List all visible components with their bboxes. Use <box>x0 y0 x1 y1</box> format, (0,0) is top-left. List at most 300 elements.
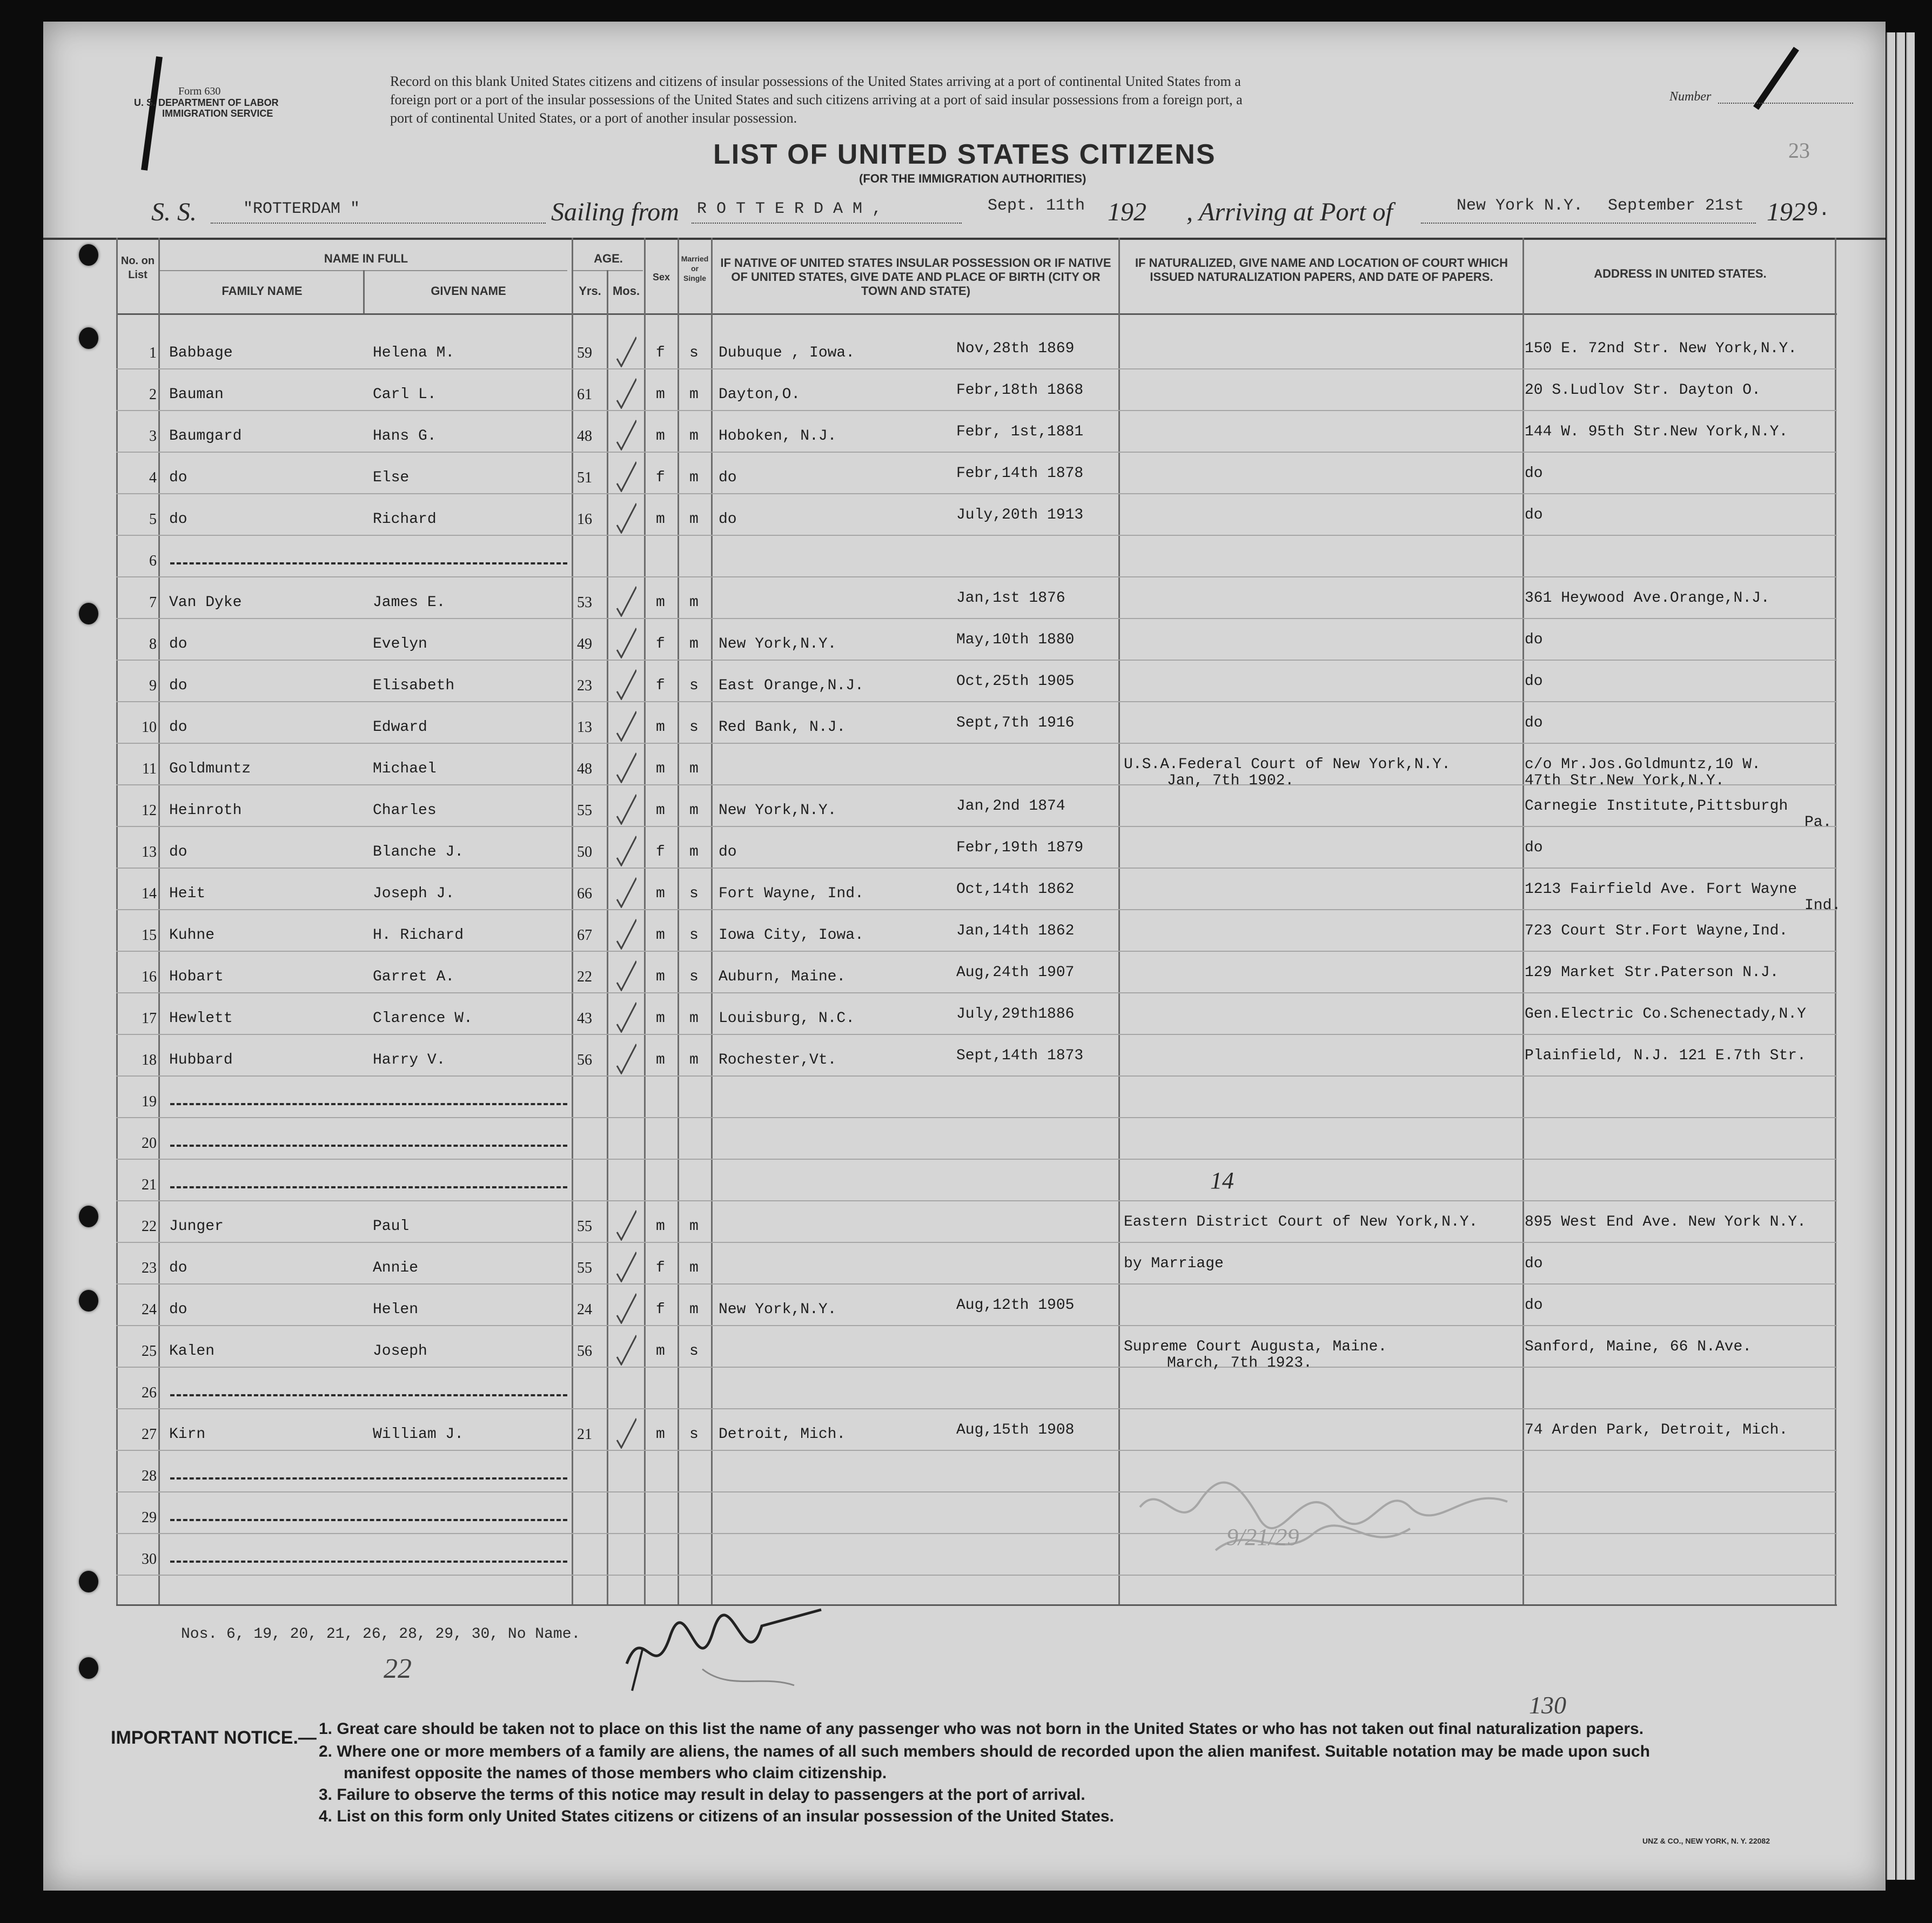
cell-place: do <box>719 844 737 860</box>
port-underline <box>692 223 962 225</box>
blank-row-dashes <box>170 562 567 564</box>
instruction-line: Record on this blank United States citizens and citizens of insular possessions of the United States arriving at a port of continental United States from a <box>390 73 1241 89</box>
cell-address: 895 West End Ave. New York N.Y. <box>1525 1214 1806 1231</box>
cell-date: July,29th1886 <box>956 1006 1075 1023</box>
tally-check-mark <box>615 792 636 825</box>
cell-age: 48 <box>577 428 592 445</box>
cell-no: 6 <box>149 553 157 569</box>
row-rule <box>116 368 1837 369</box>
cell-address2: Ind. <box>1804 897 1841 914</box>
instruction-line: foreign port or a port of the insular possessions of the United States and such citizens arriving at a port of said insular possessions from a foreign port, a <box>390 92 1243 107</box>
cell-ms: s <box>689 677 699 694</box>
cell-family: Babbage <box>169 345 233 361</box>
tally-check-mark <box>615 834 636 866</box>
cell-address: 723 Court Str.Fort Wayne,Ind. <box>1525 923 1788 939</box>
cell-no: 8 <box>149 636 157 653</box>
cell-age: 49 <box>577 636 592 653</box>
cell-given: Joseph <box>373 1343 427 1360</box>
cell-given: Carl L. <box>373 386 437 403</box>
arriving-label: , Arriving at Port of <box>1186 198 1393 226</box>
stamp-signature <box>1129 1469 1540 1566</box>
cell-address: 361 Heywood Ave.Orange,N.J. <box>1525 590 1770 607</box>
cell-given: Evelyn <box>373 636 427 653</box>
cell-court2: March, 7th 1923. <box>1167 1355 1312 1371</box>
cell-given: Michael <box>373 761 437 777</box>
row-rule <box>116 1242 1837 1243</box>
cell-court: by Marriage <box>1124 1255 1224 1272</box>
row-rule <box>116 1117 1837 1118</box>
row-rule <box>116 535 1837 536</box>
cell-given: Edward <box>373 719 427 736</box>
cell-address: do <box>1525 839 1543 856</box>
row-rule <box>116 1450 1837 1451</box>
punch-hole <box>79 1571 98 1592</box>
tally-check-mark <box>615 584 636 617</box>
cell-no: 14 <box>142 885 157 902</box>
cell-given: Clarence W. <box>373 1010 473 1027</box>
cell-ms: m <box>689 1301 699 1318</box>
cell-place: New York,N.Y. <box>719 1301 837 1318</box>
tally-check-mark <box>615 626 636 658</box>
cell-no: 21 <box>142 1176 157 1193</box>
cell-age: 59 <box>577 345 592 361</box>
cell-age: 55 <box>577 1218 592 1235</box>
notice-item-2-cont: manifest opposite the names of those members who claim citizenship. <box>344 1764 887 1782</box>
cell-address: 150 E. 72nd Str. New York,N.Y. <box>1525 340 1797 357</box>
form-number: Form 630 <box>178 85 221 97</box>
header-age: AGE. <box>594 252 623 265</box>
cell-family: Kalen <box>169 1343 215 1360</box>
cell-address: 144 W. 95th Str.New York,N.Y. <box>1525 423 1788 440</box>
cell-date: Febr,18th 1868 <box>956 382 1084 399</box>
cell-no: 28 <box>142 1468 157 1484</box>
cell-sex: m <box>656 969 665 985</box>
cell-place: do <box>719 511 737 528</box>
cell-address: do <box>1525 1297 1543 1314</box>
table-bottom-border <box>116 1604 1837 1606</box>
page-edge <box>1887 32 1895 1880</box>
cell-ms: s <box>689 719 699 736</box>
sailing-port: R O T T E R D A M , <box>697 200 882 218</box>
cell-ms: s <box>689 345 699 361</box>
footer-nos-note: Nos. 6, 19, 20, 21, 26, 28, 29, 30, No Name. <box>181 1626 581 1643</box>
cell-age: 43 <box>577 1010 592 1027</box>
row-rule <box>116 1491 1837 1492</box>
cell-ms: s <box>689 969 699 985</box>
cell-age: 67 <box>577 927 592 944</box>
cell-no: 12 <box>142 802 157 819</box>
cell-ms: s <box>689 1343 699 1360</box>
cell-ms: m <box>689 594 699 611</box>
tally-check-mark <box>615 1333 636 1366</box>
row-rule <box>116 1575 1837 1576</box>
cell-family: Hubbard <box>169 1052 233 1068</box>
sailing-label: Sailing from <box>551 198 679 226</box>
arrival-date: September 21st <box>1608 197 1745 215</box>
cell-place: East Orange,N.J. <box>719 677 864 694</box>
cell-sex: m <box>656 428 665 445</box>
cell-age: 56 <box>577 1343 592 1360</box>
row-rule <box>116 1075 1837 1077</box>
cell-family: do <box>169 677 187 694</box>
sailing-year: 192 <box>1108 198 1146 226</box>
page-title: LIST OF UNITED STATES CITIZENS <box>713 139 1216 170</box>
ss-label: S. S. <box>151 198 197 226</box>
cell-age: 66 <box>577 885 592 902</box>
cell-court2: Jan, 7th 1902. <box>1167 772 1294 789</box>
row-rule <box>116 576 1837 577</box>
cell-address: c/o Mr.Jos.Goldmuntz,10 W. <box>1525 756 1761 773</box>
cell-given: Charles <box>373 802 437 819</box>
tally-check-mark <box>615 1000 636 1033</box>
page-subtitle: (FOR THE IMMIGRATION AUTHORITIES) <box>859 172 1086 185</box>
cell-sex: m <box>656 511 665 528</box>
cell-no: 10 <box>142 719 157 736</box>
header-family-name: FAMILY NAME <box>222 284 303 298</box>
row-rule <box>116 1367 1837 1368</box>
cell-sex: m <box>656 1010 665 1027</box>
cell-address: Carnegie Institute,Pittsburgh <box>1525 798 1788 815</box>
manifest-sheet <box>43 22 1886 1891</box>
cell-date: Aug,12th 1905 <box>956 1297 1075 1314</box>
cell-place: Fort Wayne, Ind. <box>719 885 864 902</box>
cell-no: 16 <box>142 969 157 985</box>
cell-family: Van Dyke <box>169 594 242 611</box>
cell-place: New York,N.Y. <box>719 802 837 819</box>
cell-given: James E. <box>373 594 446 611</box>
arrival-year-suffix: 9. <box>1807 199 1830 221</box>
cell-no: 7 <box>149 594 157 611</box>
cell-age: 51 <box>577 469 592 486</box>
tally-check-mark <box>615 751 636 783</box>
cell-age: 56 <box>577 1052 592 1068</box>
cell-sex: f <box>656 1260 665 1276</box>
col-border <box>158 238 160 1604</box>
row-rule <box>116 493 1837 494</box>
row-rule <box>116 909 1837 910</box>
tally-check-mark <box>615 460 636 492</box>
cell-address: do <box>1525 715 1543 731</box>
col-border <box>1522 238 1524 1604</box>
cell-address: 74 Arden Park, Detroit, Mich. <box>1525 1422 1788 1438</box>
cell-family: Heinroth <box>169 802 242 819</box>
tally-check-mark <box>615 1292 636 1324</box>
cell-no: 20 <box>142 1135 157 1152</box>
row-rule <box>116 1034 1837 1035</box>
col-border <box>644 238 646 1604</box>
row-rule <box>116 826 1837 827</box>
cell-age: 53 <box>577 594 592 611</box>
tally-check-mark <box>615 959 636 991</box>
cell-no: 26 <box>142 1384 157 1401</box>
tally-check-mark <box>615 1250 636 1282</box>
cell-age: 21 <box>577 1426 592 1443</box>
table-top-border <box>43 238 1886 240</box>
arrival-port: New York N.Y. <box>1457 197 1584 215</box>
cell-no: 2 <box>149 386 157 403</box>
tally-check-mark <box>615 376 636 409</box>
tally-check-mark <box>615 709 636 742</box>
cell-no: 18 <box>142 1052 157 1068</box>
header-birth: IF NATIVE OF UNITED STATES INSULAR POSSESSION OR IF NATIVE OF UNITED STATES, GIVE DATE AND PLACE OF BIRTH (CITY OR TOWN AND STATE) <box>720 256 1111 298</box>
cell-date: Jan,2nd 1874 <box>956 798 1065 815</box>
punch-hole <box>79 1657 98 1679</box>
col-border <box>607 270 608 1604</box>
page-edge <box>1906 32 1915 1880</box>
cell-given: Richard <box>373 511 437 528</box>
cell-age: 55 <box>577 1260 592 1276</box>
cell-ms: m <box>689 1218 699 1235</box>
cell-date: Oct,14th 1862 <box>956 881 1075 898</box>
cell-date: Febr,19th 1879 <box>956 839 1084 856</box>
instruction-line: port of continental United States, or a port of another insular possession. <box>390 110 797 126</box>
cell-date: Sept,14th 1873 <box>956 1047 1084 1064</box>
cell-ms: m <box>689 802 699 819</box>
cell-date: May,10th 1880 <box>956 631 1075 648</box>
cell-family: Junger <box>169 1218 224 1235</box>
row-rule <box>116 1200 1837 1201</box>
ship-underline <box>211 223 546 225</box>
court-count-note: 14 <box>1210 1167 1234 1194</box>
cell-given: Joseph J. <box>373 885 455 902</box>
cell-sex: m <box>656 885 665 902</box>
cell-given: H. Richard <box>373 927 464 944</box>
notice-item-2: 2. Where one or more members of a family are aliens, the names of all such members should de recorded upon the alien manifest. Suitable notation may be made upon such <box>319 1743 1650 1760</box>
header-no: No. on List <box>120 255 155 281</box>
cell-ms: m <box>689 428 699 445</box>
cell-age: 48 <box>577 761 592 777</box>
blank-row-dashes <box>170 1561 567 1563</box>
cell-address: Gen.Electric Co.Schenectady,N.Y <box>1525 1006 1806 1023</box>
col-border <box>711 238 713 1604</box>
tally-check-mark <box>615 876 636 908</box>
cell-sex: m <box>656 594 665 611</box>
cell-address: Sanford, Maine, 66 N.Ave. <box>1525 1339 1752 1355</box>
form-instructions <box>390 72 1243 127</box>
cell-family: Goldmuntz <box>169 761 251 777</box>
cell-no: 24 <box>142 1301 157 1318</box>
number-line <box>1718 103 1853 104</box>
tally-check-mark <box>615 668 636 700</box>
number-label: Number <box>1669 90 1712 104</box>
arrival-year: 192 <box>1767 198 1806 226</box>
cell-no: 25 <box>142 1343 157 1360</box>
header-bottom-border <box>116 313 1837 315</box>
cell-date: Jan,1st 1876 <box>956 590 1065 607</box>
header-naturalized: IF NATURALIZED, GIVE NAME AND LOCATION OF COURT WHICH ISSUED NATURALIZATION PAPERS, AND DATE OF PAPERS. <box>1135 256 1508 284</box>
cell-ms: m <box>689 636 699 653</box>
cell-sex: m <box>656 1218 665 1235</box>
cell-date: Aug,15th 1908 <box>956 1422 1075 1438</box>
cell-given: Annie <box>373 1260 419 1276</box>
row-rule <box>116 1159 1837 1160</box>
cell-family: Bauman <box>169 386 224 403</box>
cell-date: Aug,24th 1907 <box>956 964 1075 981</box>
cell-age: 13 <box>577 719 592 736</box>
cell-family: do <box>169 1301 187 1318</box>
cell-no: 15 <box>142 927 157 944</box>
cell-no: 13 <box>142 844 157 860</box>
cell-place: do <box>719 469 737 486</box>
cell-ms: m <box>689 761 699 777</box>
cell-place: Dayton,O. <box>719 386 801 403</box>
header-mos: Mos. <box>612 284 640 298</box>
cell-family: Hobart <box>169 969 224 985</box>
cell-place: Louisburg, N.C. <box>719 1010 855 1027</box>
cell-date: Sept,7th 1916 <box>956 715 1075 731</box>
cell-ms: m <box>689 1260 699 1276</box>
cell-sex: f <box>656 345 665 361</box>
row-rule <box>116 1533 1837 1534</box>
row-rule <box>116 452 1837 453</box>
cell-no: 11 <box>142 761 157 777</box>
cell-date: Jan,14th 1862 <box>956 923 1075 939</box>
cell-no: 4 <box>149 469 157 486</box>
col-border <box>363 270 365 313</box>
cell-no: 29 <box>142 1509 157 1526</box>
blank-row-dashes <box>170 1145 567 1147</box>
cell-sex: m <box>656 719 665 736</box>
cell-no: 17 <box>142 1010 157 1027</box>
cell-sex: f <box>656 469 665 486</box>
cell-age: 61 <box>577 386 592 403</box>
col-border <box>1835 238 1836 1604</box>
cell-no: 9 <box>149 677 157 694</box>
cell-given: Helena M. <box>373 345 455 361</box>
cell-ms: m <box>689 844 699 860</box>
cell-no: 3 <box>149 428 157 445</box>
cell-age: 24 <box>577 1301 592 1318</box>
cell-ms: m <box>689 1010 699 1027</box>
stamp-date: 9/21/29 <box>1226 1524 1299 1550</box>
cell-place: New York,N.Y. <box>719 636 837 653</box>
cell-date: Oct,25th 1905 <box>956 673 1075 690</box>
cell-sex: f <box>656 636 665 653</box>
row-rule <box>116 1283 1837 1285</box>
cell-family: Kuhne <box>169 927 215 944</box>
cell-sex: m <box>656 1343 665 1360</box>
cell-family: do <box>169 511 187 528</box>
cell-place: Hoboken, N.J. <box>719 428 837 445</box>
cell-sex: f <box>656 1301 665 1318</box>
cell-address: do <box>1525 507 1543 523</box>
cell-sex: f <box>656 677 665 694</box>
cell-given: Harry V. <box>373 1052 446 1068</box>
cell-place: Iowa City, Iowa. <box>719 927 864 944</box>
cell-given: Paul <box>373 1218 410 1235</box>
cell-no: 30 <box>142 1551 157 1568</box>
cell-given: Garret A. <box>373 969 455 985</box>
cell-date: Febr, 1st,1881 <box>956 423 1084 440</box>
blank-row-dashes <box>170 1103 567 1105</box>
cell-no: 19 <box>142 1093 157 1110</box>
cell-given: Elisabeth <box>373 677 455 694</box>
cell-date: Febr,14th 1878 <box>956 465 1084 482</box>
cell-place: Detroit, Mich. <box>719 1426 846 1443</box>
tally-check-mark <box>615 1416 636 1449</box>
col-border <box>1118 238 1120 1604</box>
cell-no: 23 <box>142 1260 157 1276</box>
sailing-date: Sept. 11th <box>988 197 1085 215</box>
cell-family: Hewlett <box>169 1010 233 1027</box>
col-border <box>677 238 679 1604</box>
header-yrs: Yrs. <box>579 284 601 298</box>
cell-given: Else <box>373 469 410 486</box>
cell-court: U.S.A.Federal Court of New York,N.Y. <box>1124 756 1451 773</box>
cell-place: Dubuque , Iowa. <box>719 345 855 361</box>
cell-family: do <box>169 469 187 486</box>
cell-age: 22 <box>577 969 592 985</box>
cell-sex: m <box>656 386 665 403</box>
header-married-single: Married or Single <box>681 254 709 283</box>
row-rule <box>116 410 1837 411</box>
cell-family: Kirn <box>169 1426 206 1443</box>
cell-no: 5 <box>149 511 157 528</box>
cell-address: do <box>1525 1255 1543 1272</box>
cell-family: do <box>169 844 187 860</box>
tally-check-mark <box>615 1208 636 1241</box>
row-rule <box>116 1325 1837 1326</box>
cell-court: Eastern District Court of New York,N.Y. <box>1124 1214 1478 1231</box>
blank-row-dashes <box>170 1394 567 1396</box>
blank-row-dashes <box>170 1477 567 1480</box>
department-label: U. S. DEPARTMENT OF LABOR <box>134 97 279 108</box>
cell-age: 55 <box>577 802 592 819</box>
header-name-in-full: NAME IN FULL <box>324 252 408 265</box>
cell-family: Baumgard <box>169 428 242 445</box>
cell-address2: 47th Str.New York,N.Y. <box>1525 772 1725 789</box>
cell-age: 23 <box>577 677 592 694</box>
cell-address: do <box>1525 673 1543 690</box>
tally-check-mark <box>615 1042 636 1074</box>
cell-ms: m <box>689 386 699 403</box>
notice-heading: IMPORTANT NOTICE.— <box>111 1727 317 1748</box>
cell-family: Heit <box>169 885 206 902</box>
cell-family: do <box>169 719 187 736</box>
cell-sex: m <box>656 1052 665 1068</box>
cell-place: Red Bank, N.J. <box>719 719 846 736</box>
ship-name: "ROTTERDAM " <box>243 200 360 218</box>
cell-address2: Pa. <box>1804 814 1832 831</box>
cell-no: 1 <box>149 345 157 361</box>
cell-sex: m <box>656 1426 665 1443</box>
cell-address: 1213 Fairfield Ave. Fort Wayne <box>1525 881 1797 898</box>
cell-no: 27 <box>142 1426 157 1443</box>
cell-date: Nov,28th 1869 <box>956 340 1075 357</box>
corner-mark: 23 <box>1788 138 1810 163</box>
cell-sex: m <box>656 761 665 777</box>
cell-place: Auburn, Maine. <box>719 969 846 985</box>
cell-no: 22 <box>142 1218 157 1235</box>
punch-hole <box>79 244 98 266</box>
cell-age: 16 <box>577 511 592 528</box>
cell-ms: m <box>689 1052 699 1068</box>
cell-ms: m <box>689 511 699 528</box>
cell-ms: s <box>689 885 699 902</box>
tally-check-mark <box>615 418 636 451</box>
notice-item-4: 4. List on this form only United States citizens or citizens of an insular possession of the United States. <box>319 1807 1114 1825</box>
cell-court: Supreme Court Augusta, Maine. <box>1124 1339 1387 1355</box>
cell-address: 129 Market Str.Paterson N.J. <box>1525 964 1779 981</box>
header-address: ADDRESS IN UNITED STATES. <box>1594 267 1767 280</box>
inspector-signature <box>621 1599 827 1707</box>
row-rule <box>116 660 1837 661</box>
tally-check-mark <box>615 335 636 367</box>
cell-sex: f <box>656 844 665 860</box>
row-rule <box>116 1408 1837 1409</box>
cell-date: July,20th 1913 <box>956 507 1084 523</box>
blank-row-dashes <box>170 1519 567 1521</box>
